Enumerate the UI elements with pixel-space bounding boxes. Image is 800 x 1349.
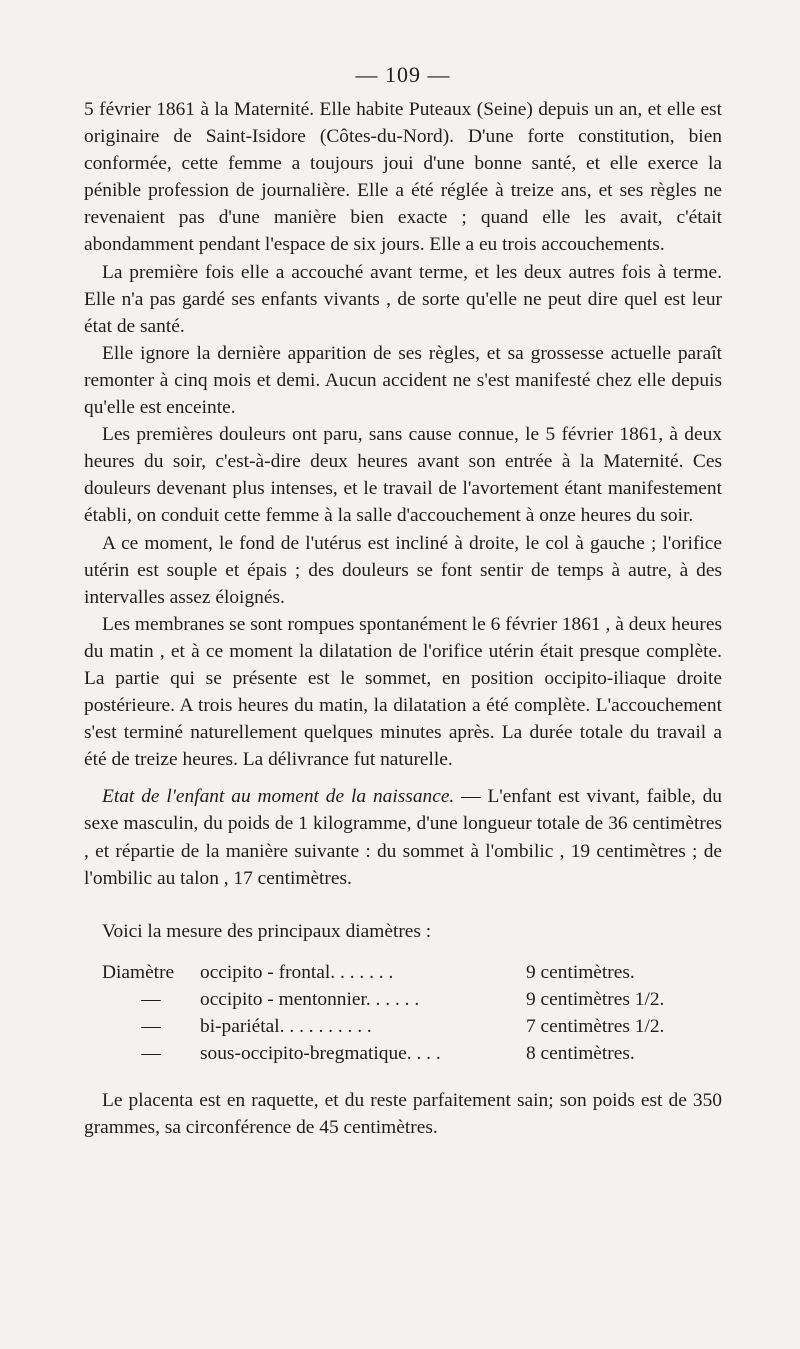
diametre-label: sous-occipito-bregmatique. . . .: [200, 1043, 441, 1065]
diametre-row: [102, 1040, 664, 1067]
diametres-intro: Voici la mesure des principaux diamètres :: [102, 920, 432, 942]
diametre-lead: —: [141, 988, 161, 1010]
diametre-lead: Diamètre: [102, 961, 175, 983]
diametre-lead: —: [141, 1043, 161, 1065]
diametre-row: [102, 1013, 664, 1040]
diametre-value: 9 centimètres 1/2.: [526, 988, 665, 1010]
paragraph-4: Les premières douleurs ont paru, sans cause connue, le 5 février 1861, à deux heures du soir, c'est-à-dire deux heures avant son entrée à la Maternité. Ces douleurs devenant plus intenses, et le travail de l'avortement étant manifestement établi, on conduit cette femme à la salle d'accouchement à onze heures du soir.: [84, 424, 722, 527]
diametre-row: [102, 959, 664, 986]
paragraph-6: Les membranes se sont rompues spontanément le 6 février 1861 , à deux heures du matin , et à ce moment la dilatation de l'orifice utérin était presque complète. La partie qui se présente est le sommet, en position occipito-iliaque droite postérieure. A trois heures du matin, la dilatation a été complète. L'accouchement s'est terminé naturellement quelques minutes après. La durée totale du travail a été de treize heures. La délivrance fut naturelle.: [84, 613, 722, 771]
diametre-value: 7 centimètres 1/2.: [526, 1016, 665, 1037]
etat-text: — L'enfant est vivant, faible, du sexe masculin, du poids de 1 kilogramme, d'une longueur totale de 36 centimètres , et répartie de la manière suivante : du sommet à l'ombilic , 19 centimètres ; de l'ombilic au talon , 17 centimètres.: [84, 786, 723, 889]
diametre-value: 8 centimètres.: [526, 1043, 635, 1065]
diametre-value: 9 centimètres.: [526, 961, 635, 983]
page-number: — 109 —: [355, 62, 451, 87]
diametre-label: occipito - mentonnier. . . . . .: [200, 988, 420, 1010]
closing-paragraph: Le placenta est en raquette, et du reste parfaitement sain; son poids est de 350 grammes, sa circonférence de 45 centimètres.: [84, 1090, 722, 1139]
diametre-lead: —: [141, 1016, 161, 1037]
diametre-label: bi-pariétal. . . . . . . . . .: [200, 1016, 372, 1037]
paragraph-5: A ce moment, le fond de l'utérus est incliné à droite, le col à gauche ; l'orifice utérin est souple et épais ; des douleurs se font sentir de temps à autre, à des intervalles assez éloignés.: [84, 532, 722, 608]
paragraph-2: La première fois elle a accouché avant terme, et les deux autres fois à terme. Elle n'a pas gardé ses enfants vivants , de sorte qu'elle ne peut dire quel est leur état de santé.: [84, 261, 722, 337]
paragraph-3: Elle ignore la dernière apparition de ses règles, et sa grossesse actuelle paraît remonter à cinq mois et demi. Aucun accident ne s'est manifesté chez elle depuis qu'elle est enceinte.: [84, 342, 722, 419]
diametre-label: occipito - frontal. . . . . . .: [200, 961, 394, 983]
etat-heading: Etat de l'enfant au moment de la naissance.: [102, 786, 455, 808]
diametre-row: [102, 986, 664, 1013]
paragraph-1: 5 février 1861 à la Maternité. Elle habite Puteaux (Seine) depuis un an, et elle est originaire de Saint-Isidore (Côtes-du-Nord). D'une forte constitution, bien conformée, cette femme a toujours joui d'une bonne santé, et elle exerce la pénible profession de journalière. Elle a été réglée à treize ans, et ses règles ne revenaient pas d'une manière bien exacte ; quand elle les avait, c'était abondamment pendant l'espace de six jours. Elle a eu trois accouchements.: [84, 99, 722, 256]
diametres-table: [102, 959, 664, 1067]
etat-paragraph: [84, 783, 722, 891]
